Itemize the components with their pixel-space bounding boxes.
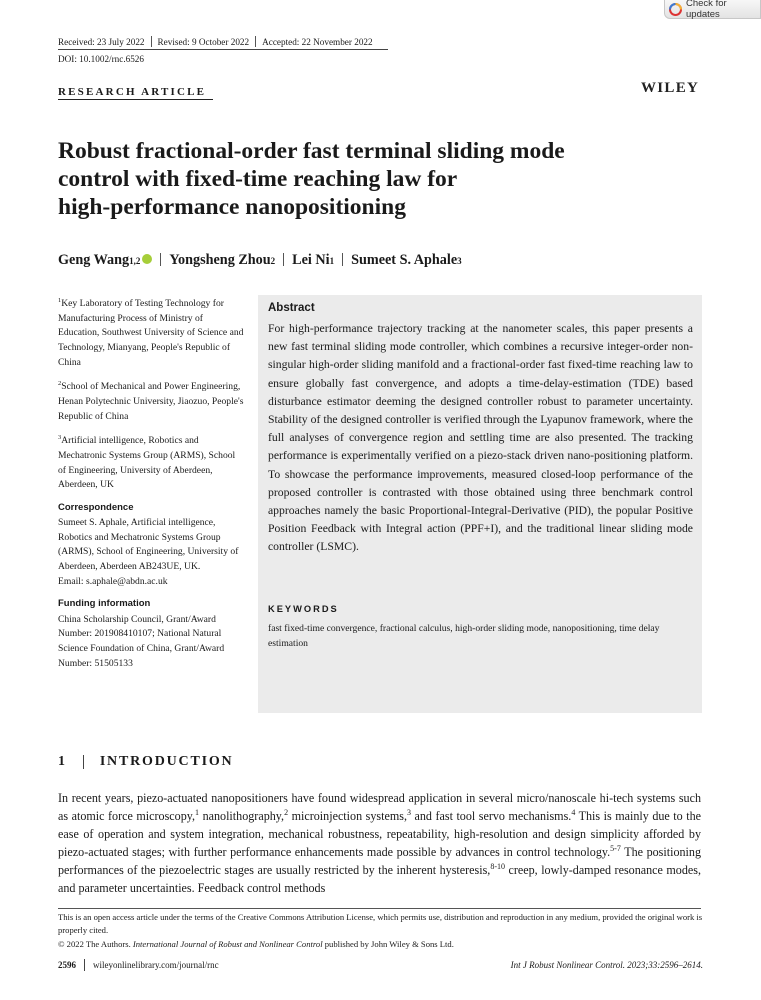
abstract-heading: Abstract (268, 302, 315, 314)
orcid-icon[interactable] (142, 254, 152, 264)
header-rule (58, 49, 388, 50)
affiliation: $^2$School of Mechanical and Power Engineering, Henan Polytechnic University, Jiaozuo, People's Republic of China (58, 380, 244, 422)
page-footer (58, 959, 703, 971)
author-affiliation: 3 (457, 256, 462, 266)
correspondence-heading: Correspondence (58, 501, 134, 513)
article-dates (58, 36, 373, 47)
author-name[interactable]: Yongsheng Zhou (169, 252, 271, 268)
citation-line: Int J Robust Nonlinear Control. 2023;33:2596–2614. (510, 960, 703, 970)
affiliation: $^3$Artificial intelligence, Robotics and Mechatronic Systems Group (ARMS), School of Engineering, University of Aberdeen, Aberdeen, UK (58, 434, 236, 491)
citation-link[interactable]: 2 (284, 807, 289, 817)
author-affiliation: 1,2 (129, 256, 141, 266)
introduction-paragraph: In recent years, piezo-actuated nanopositioners have found widespread application in several micro/nanoscale hi-tech systems such as atomic force microscopy,$^1$ nanolithography,$^2$ microinjection systems,$^3$ and fast tool servo mechanisms.$^4$ This is mainly due to the ease of operation and system integration, mechanical robustness, repeatability, high-resolution and design simplicity afforded by piezo-actuated stages; with further performance enhancements made possible by advances in control technology.$^{5-7}$ The positioning performances of the piezoelectric stages are usually restricted by the inherent hysteresis,$^{8-10}$ creep, lowly-damped resonance modes, and parameter uncertainties. Feedback control methods (58, 791, 702, 895)
citation-link[interactable]: 8-10 (490, 861, 505, 871)
date-separator (255, 36, 256, 47)
date-separator (151, 36, 152, 47)
accepted-date: Accepted: 22 November 2022 (262, 36, 373, 47)
section-tag: RESEARCH ARTICLE (58, 86, 207, 98)
footer-rule (58, 908, 701, 909)
abstract-text: For high-performance trajectory tracking at the nanometer scales, this paper presents a new fast terminal sliding mode controller, which combines a recursive integer-order non-singular high-order sliding manifold and a fractional-order fast fixed-time reaching law to ensure globally fast convergence, and adopts a time-delay-estimation (TDE) based disturbance estimator deeming the designed controller robust to parameter uncertainty. Stability of the designed controller is verified through the Lyapunov framework, where the full analyses of convergence region and settling time are also presented. The tracking performance is experimentally verified on a piezo-stack driven nano-positioning platform. To showcase the performance improvements, measured closed-loop performance of the proposed controller is contrasted with those obtained using three benchmark control approaches namely the basic Proportional-Integral-Derivative (PID), the popular Positive Position Feedback with Integral action (PPF+I), and the traditional linear sliding mode controller (LSMC). (268, 322, 693, 554)
footer-notes (58, 911, 703, 951)
check-for-updates-icon (669, 3, 682, 16)
copyright-note: © 2022 The Authors. International Journal of Robust and Nonlinear Control published by John Wiley & Sons Ltd. (58, 939, 454, 949)
author-affiliation: 1 (329, 256, 335, 266)
section-title: INTRODUCTION (99, 754, 234, 769)
keywords-text: fast fixed-time convergence, fractional calculus, high-order sliding mode, nanopositioning, time delay estimation (268, 623, 660, 649)
citation-link[interactable]: 4 (571, 807, 576, 817)
author-separator (283, 253, 284, 266)
title-line: high-performance nanopositioning (58, 194, 406, 220)
check-for-updates-button[interactable] (664, 0, 761, 19)
check-for-updates-label: Check for updates (686, 0, 727, 20)
license-note: This is an open access article under the terms of the Creative Commons Attribution License, which permits use, distribution and reproduction in any medium, provided the original work is properly cited. (58, 912, 703, 935)
author-name[interactable]: Sumeet S. Aphale (351, 252, 458, 268)
received-date: Received: 23 July 2022 (58, 36, 145, 47)
author-name[interactable]: Lei Ni (292, 252, 330, 268)
author-affiliation: 2 (270, 256, 276, 266)
footer-separator (84, 959, 85, 971)
article-title (58, 137, 678, 221)
revised-date: Revised: 9 October 2022 (157, 36, 250, 47)
doi: DOI: 10.1002/rnc.6526 (58, 54, 144, 64)
title-line: Robust fractional-order fast terminal sliding mode (58, 138, 565, 164)
funding-heading: Funding information (58, 598, 151, 610)
author-name[interactable]: Geng Wang (58, 252, 130, 268)
correspondence-text: Sumeet S. Aphale, Artificial intelligence, Robotics and Mechatronic Systems Group (ARMS), School of Engineering, University of Aberdeen, Aberdeen AB243UE, UK. Email: s.aphale@abdn.ac.uk (58, 517, 239, 587)
keywords-heading: KEYWORDS (268, 604, 339, 614)
author-separator (342, 253, 343, 266)
section-heading (58, 754, 233, 770)
section-number: 1 (58, 754, 67, 769)
title-line: control with fixed-time reaching law for (58, 166, 458, 192)
journal-url[interactable]: wileyonlinelibrary.com/journal/rnc (93, 960, 219, 970)
heading-separator (83, 755, 84, 769)
page-number: 2596 (58, 960, 76, 970)
email-link[interactable]: Email: s.aphale@abdn.ac.uk (58, 575, 168, 587)
affiliation: $^1$Key Laboratory of Testing Technology for Manufacturing Process of Ministry of Education, Southwest University of Science and Technology, Mianyang, People's Republic of China (58, 297, 244, 368)
affiliations-column (58, 294, 244, 678)
citation-link[interactable]: 1 (195, 807, 200, 817)
author-separator (160, 253, 161, 266)
citation-link[interactable]: 3 (406, 807, 411, 817)
funding-text: China Scholarship Council, Grant/Award Number: 201908410107; National Natural Science Foundation of China, Grant/Award Number: 51505133 (58, 613, 225, 669)
citation-link[interactable]: 5-7 (610, 843, 621, 853)
author-list (58, 251, 462, 269)
section-rule (58, 99, 213, 100)
publisher-logo: WILEY (641, 80, 700, 96)
